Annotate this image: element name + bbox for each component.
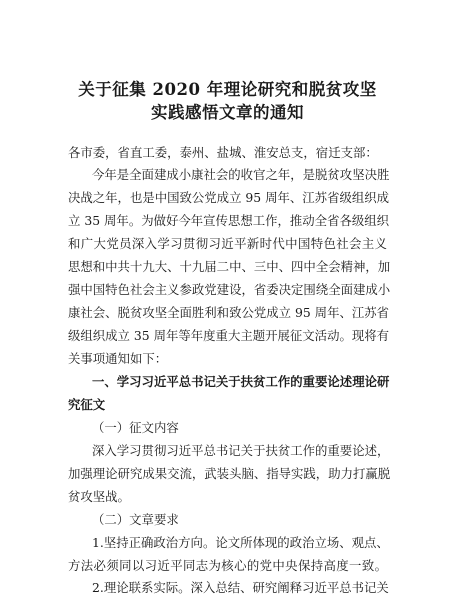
paragraph-line: 级组织成立 35 周年等年度重大主题开展征文活动。现将有 bbox=[68, 328, 390, 343]
paragraph-line: 深入学习贯彻习近平总书记关于扶贫工作的重要论述， bbox=[92, 443, 390, 458]
document-title-line-2: 实践感悟文章的通知 bbox=[151, 103, 304, 122]
subsection-heading: （一）征文内容 bbox=[92, 420, 179, 435]
paragraph-line: 决战之年，也是中国致公党成立 95 周年、江苏省级组织成 bbox=[68, 190, 390, 205]
paragraph-line: 康社会、脱贫攻坚全面胜利和致公党成立 95 周年、江苏省 bbox=[68, 305, 390, 320]
paragraph-line: 今年是全面建成小康社会的收官之年，是脱贫攻坚决胜 bbox=[92, 167, 390, 182]
paragraph-line: 2.理论联系实际。深入总结、研究阐释习近平总书记关 bbox=[92, 580, 389, 595]
paragraph-line: 贫攻坚战。 bbox=[68, 489, 130, 504]
salutation: 各市委，省直工委，泰州、盐城、淮安总支，宿迁支部： bbox=[68, 145, 378, 160]
paragraph-line: 和广大党员深入学习贯彻习近平新时代中国特色社会主义 bbox=[68, 236, 387, 251]
document-title-line-1: 关于征集 2020 年理论研究和脱贫攻坚 bbox=[78, 80, 377, 99]
paragraph-line: 强中国特色社会主义参政党建设，省委决定围绕全面建成小 bbox=[68, 282, 391, 297]
subsection-heading: （二）文章要求 bbox=[92, 512, 179, 527]
paragraph-line: 思想和中共十九大、十九届二中、三中、四中全会精神，加 bbox=[68, 259, 391, 274]
paragraph-line: 1.坚持正确政治方向。论文所体现的政治立场、观点、 bbox=[92, 535, 389, 550]
paragraph-line: 加强理论研究成果交流，武装头脑、指导实践，助力打赢脱 bbox=[68, 466, 391, 481]
paragraph-line: 关事项通知如下： bbox=[68, 351, 168, 366]
section-heading: 一、学习习近平总书记关于扶贫工作的重要论述理论研 bbox=[92, 374, 390, 389]
paragraph-line: 立 35 周年。为做好今年宣传思想工作，推动全省各级组织 bbox=[68, 213, 390, 228]
paragraph-line: 方法必须同以习近平同志为核心的党中央保持高度一致。 bbox=[68, 558, 387, 573]
section-heading-cont: 究征文 bbox=[68, 397, 106, 412]
